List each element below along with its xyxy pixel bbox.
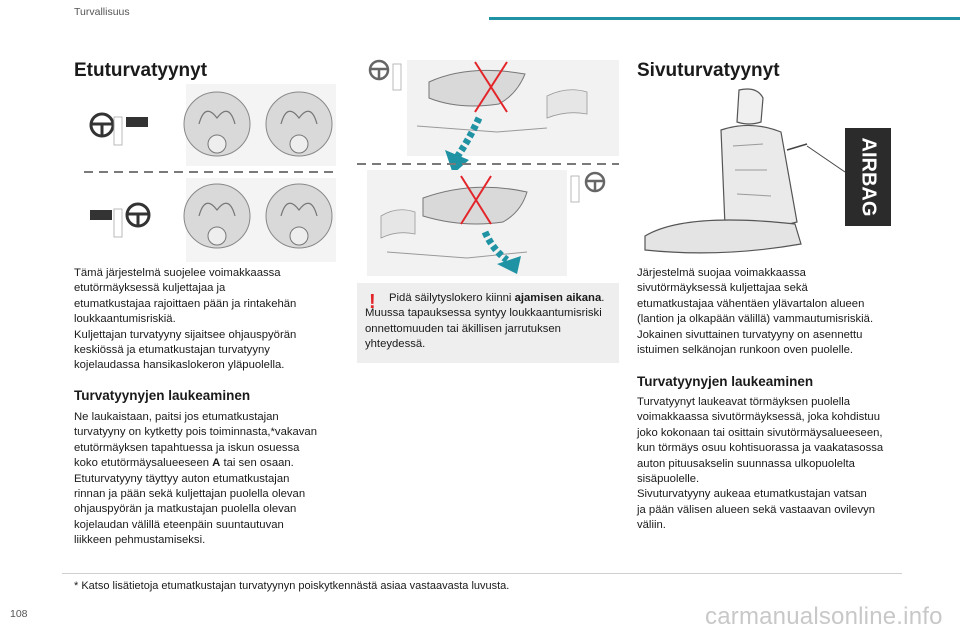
side-deploy-text: Turvatyynyt laukeavat törmäyksen puolella voimakkaassa sivutörmäyksessä, joka kohdistuu joko kokonaan tai osittain sivutörmäysalueeseen, kun törmäys osuu kohtisuorassa ja vaakatasossa auton pituusakselin suunnassa ulkopuolelta sisäpuolelle. Sivuturvatyyny aukeaa etumatkustajan vatsan ja pään välisen alueen sekä vastaavan ovilevyn väliin. bbox=[637, 396, 884, 532]
footnote-divider bbox=[62, 573, 902, 574]
dashboard-airbag-icon bbox=[126, 117, 148, 127]
glovebox-warning-note bbox=[357, 283, 619, 363]
front-deploy-subheading: Turvatyynyjen laukeaminen bbox=[74, 388, 251, 403]
svg-text:AIRBAG: AIRBAG bbox=[857, 137, 880, 217]
dashboard-airbag-icon bbox=[90, 210, 112, 220]
watermark: carmanualsonline.info bbox=[705, 603, 943, 630]
front-airbags-heading: Etuturvatyynyt bbox=[74, 60, 208, 81]
warning-icon: ! bbox=[369, 291, 376, 313]
side-airbags-intro: Järjestelmä suojaa voimakkaassa sivutörmäyksessä kuljettajaa sekä etumatkustajaa vähentäen ylävartalon alueen (lantion ja olkapään välillä) vammautumisriskiä. Jokainen sivuttainen turvatyyny on asennettu istuimen selkänojan runkoon oven puolelle. bbox=[637, 267, 874, 357]
occupant-airbag-figure bbox=[184, 178, 336, 262]
side-airbag-seat-illustration bbox=[637, 86, 895, 262]
front-deploy-text: Ne laukaistaan, paitsi jos etumatkustajan turvatyyny on kytketty pois toiminnasta,*vakavan etutörmäyksen tapahtuessa ja iskun osuessa koko etutörmäysalueeseen A tai sen osaan. Etuturvatyyny täyttyy auton etumatkustajan rinnan ja pään sekä kuljettajan puolella olevan ohjauspyörän ja matkustajan puolella olevan kojelaudan välillä eteenpäin suuntautuvan liikkeen pehmustamiseksi. bbox=[74, 411, 317, 547]
steering-wheel-icon bbox=[370, 61, 388, 79]
page-number: 108 bbox=[10, 608, 28, 620]
header-accent-rule bbox=[489, 17, 960, 20]
airbag-label-badge bbox=[845, 128, 891, 226]
section-title: Turvallisuus bbox=[74, 6, 130, 18]
front-airbag-illustration bbox=[74, 84, 336, 262]
side-airbags-heading: Sivuturvatyynyt bbox=[637, 60, 780, 81]
steering-wheel-icon bbox=[586, 173, 604, 191]
footnote: * Katso lisätietoja etumatkustajan turvatyynyn poiskytkennästä asiaa vastaavasta luvusta. bbox=[74, 580, 510, 592]
front-airbags-intro: Tämä järjestelmä suojelee voimakkaassa etutörmäyksessä kuljettajaa ja etumatkustajaa rajoittaen pään ja rintakehän loukkaantumisriskiä. Kuljettajan turvatyyny sijaitsee ohjauspyörän keskiössä ja etumatkustajan turvatyyny kojelaudassa hansikaslokeron yläpuolella. bbox=[74, 267, 297, 372]
warning-note-text: Pidä säilytyslokero kiinni ajamisen aikana. Muussa tapauksessa syntyy loukkaantumisriski onnettomuuden tai äkillisen jarrutuksen yhteydessä. bbox=[365, 292, 605, 351]
steering-wheel-icon bbox=[127, 204, 149, 226]
side-deploy-subheading: Turvatyynyjen laukeaminen bbox=[637, 374, 814, 389]
glovebox-illustration bbox=[357, 56, 619, 278]
occupant-airbag-figure bbox=[184, 84, 336, 166]
dashboard-glovebox bbox=[407, 60, 619, 156]
steering-wheel-icon bbox=[91, 114, 113, 136]
